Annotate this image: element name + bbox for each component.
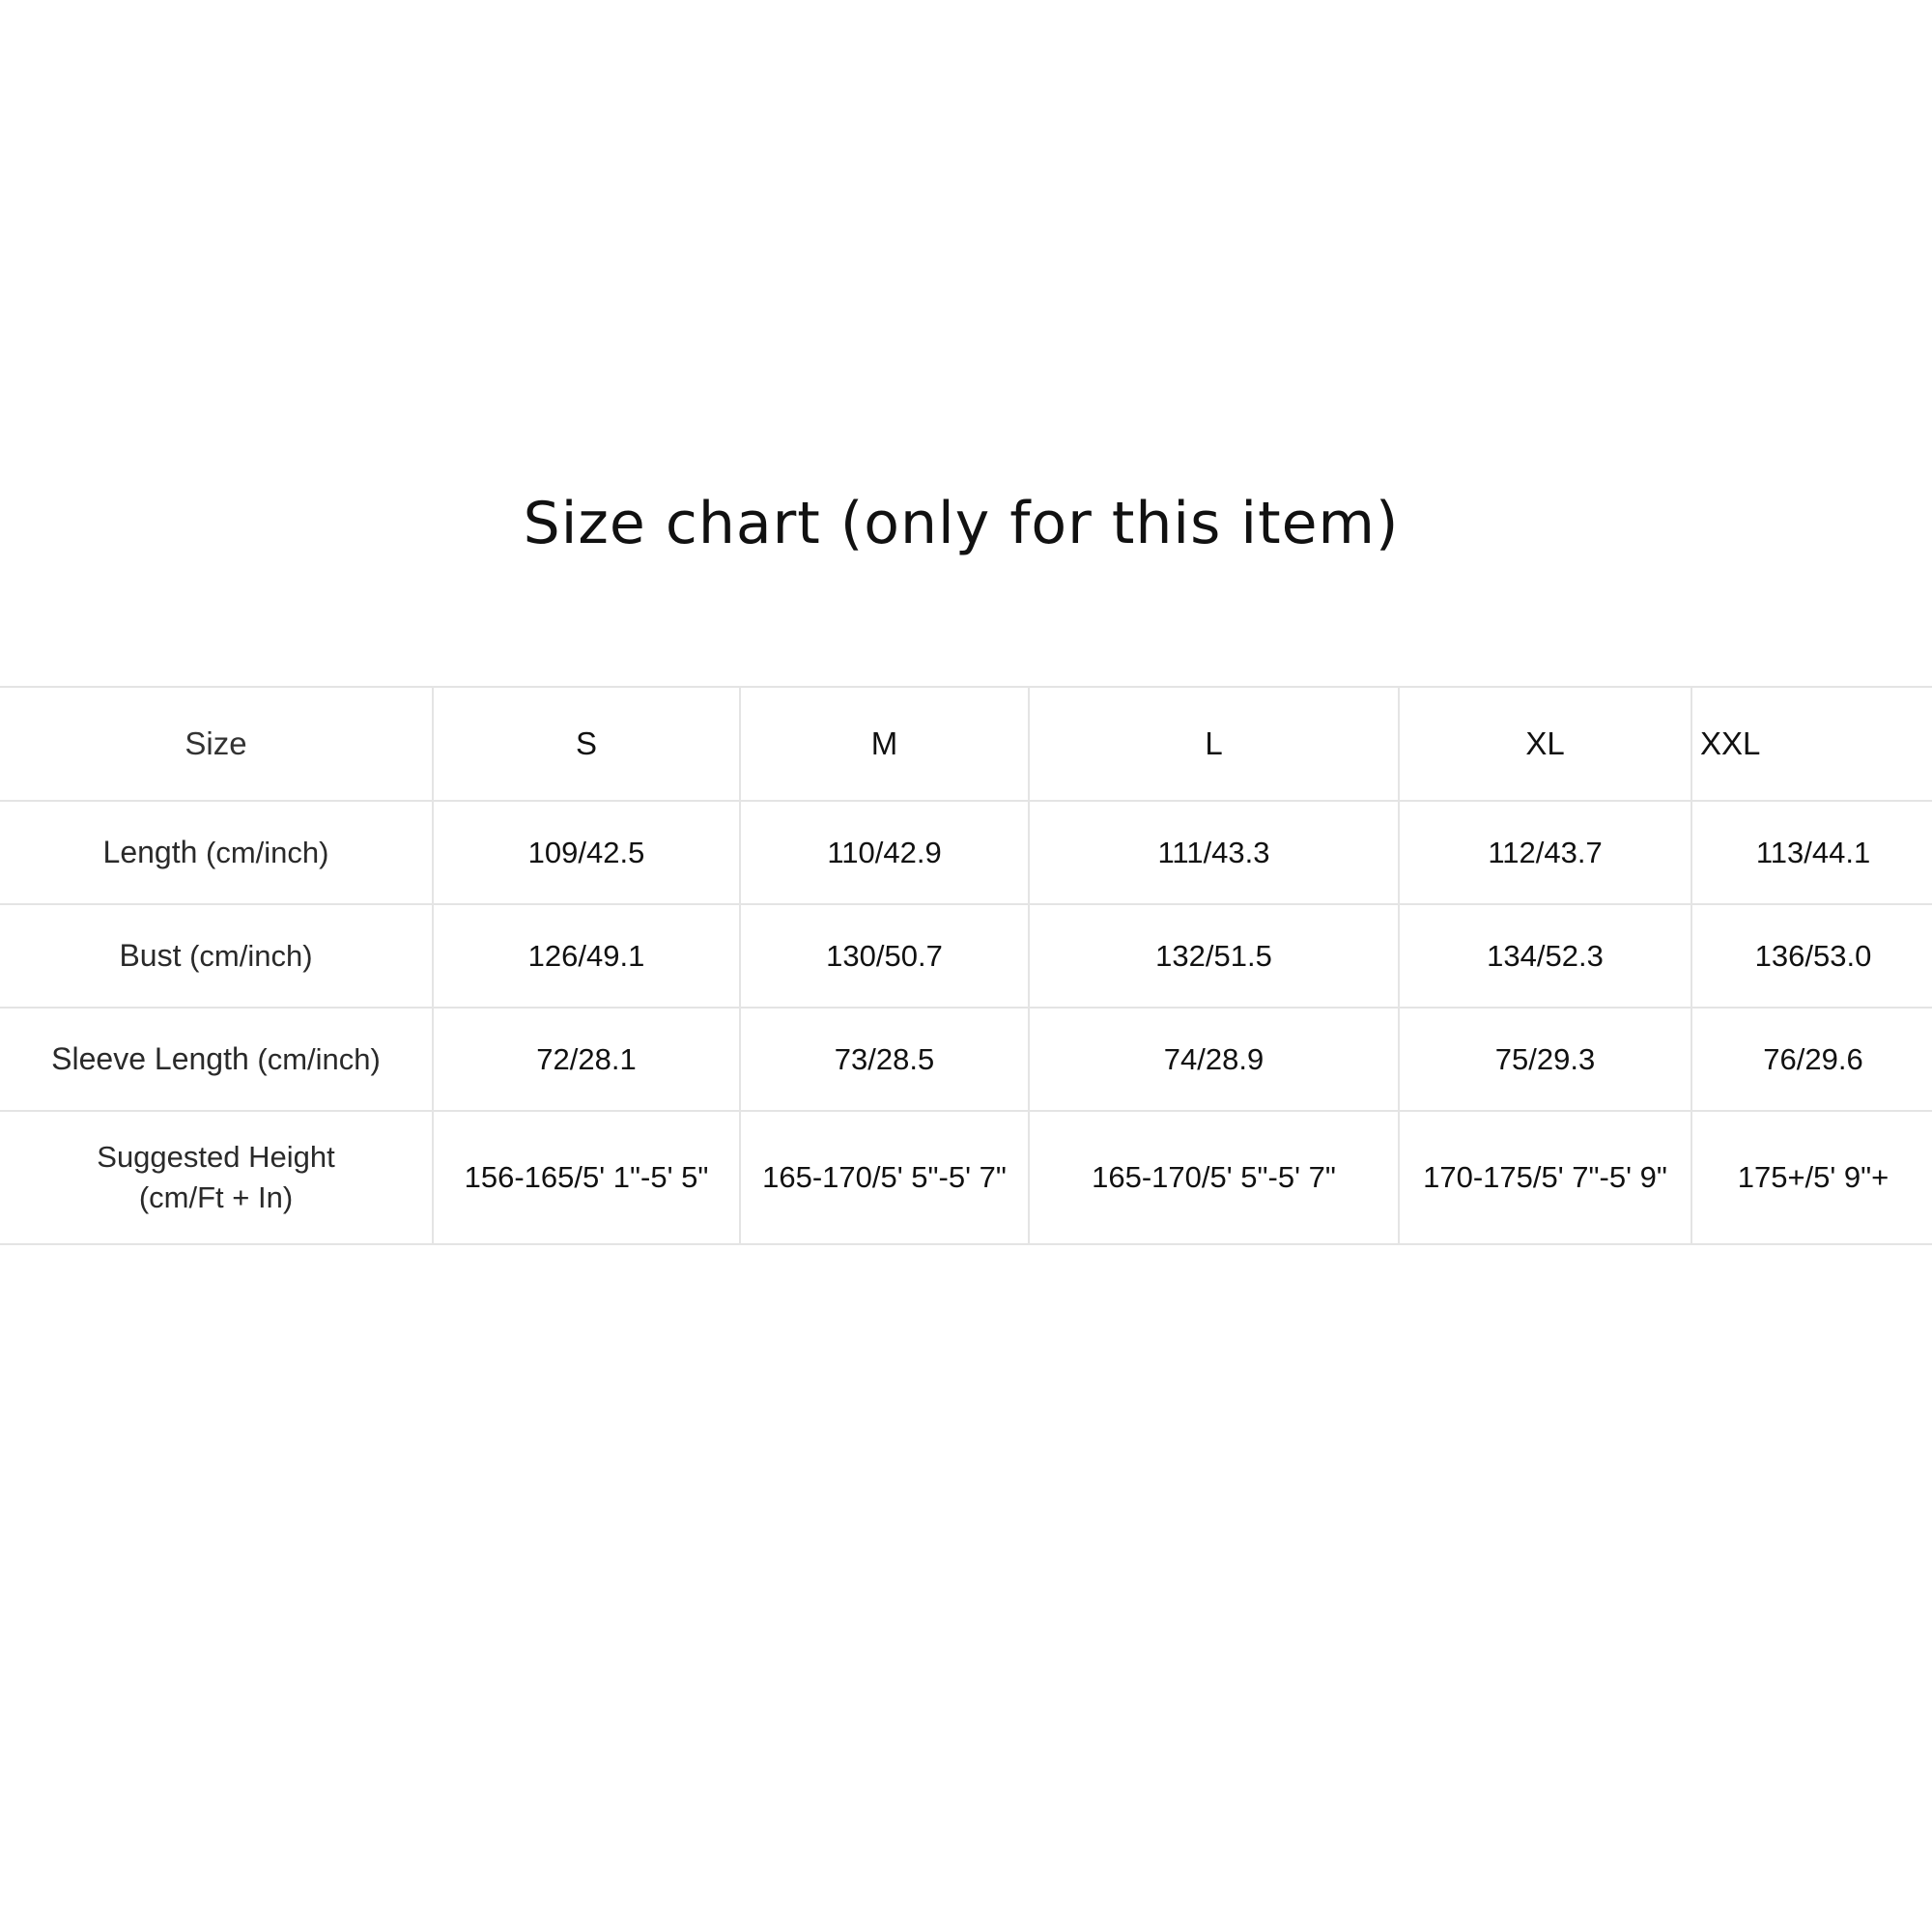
header-size-s: S [433, 687, 740, 801]
table-cell: 110/42.9 [740, 801, 1029, 904]
table-cell: 113/44.1 [1691, 801, 1932, 904]
row-label-main: Length [102, 835, 198, 869]
table-row-bust [0, 904, 1932, 1008]
table-cell: 111/43.3 [1029, 801, 1399, 904]
row-label-line-2: (cm/Ft + In) [138, 1180, 294, 1214]
table-cell: 72/28.1 [433, 1008, 740, 1111]
table-cell: 109/42.5 [433, 801, 740, 904]
table-cell: 165-170/5' 5"-5' 7" [1029, 1111, 1399, 1244]
row-label-length [0, 801, 433, 904]
header-size-xl: XL [1399, 687, 1691, 801]
table-cell: 156-165/5' 1"-5' 5" [433, 1111, 740, 1244]
page-title: Size chart (only for this item) [523, 490, 1400, 557]
row-label-unit: (cm/inch) [257, 1042, 381, 1076]
table-cell: 76/29.6 [1691, 1008, 1932, 1111]
row-label-main: Bust [119, 938, 182, 973]
table-cell: 74/28.9 [1029, 1008, 1399, 1111]
header-size-xxl: XXL [1691, 687, 1932, 801]
row-label-bust [0, 904, 433, 1008]
table-cell: 170-175/5' 7"-5' 9" [1399, 1111, 1691, 1244]
header-size-label: Size [0, 687, 433, 801]
table-row-suggested-height [0, 1111, 1932, 1244]
row-label-suggested-height [0, 1111, 433, 1244]
table-cell: 175+/5' 9"+ [1691, 1111, 1932, 1244]
row-label-line-1: Suggested Height [97, 1140, 335, 1174]
table-cell: 136/53.0 [1691, 904, 1932, 1008]
size-chart-table [0, 686, 1932, 1245]
table-cell: 73/28.5 [740, 1008, 1029, 1111]
header-size-m: M [740, 687, 1029, 801]
table-cell: 134/52.3 [1399, 904, 1691, 1008]
row-label-main: Sleeve Length [51, 1041, 249, 1076]
row-label-unit: (cm/inch) [189, 939, 313, 973]
table-cell: 126/49.1 [433, 904, 740, 1008]
table-cell: 75/29.3 [1399, 1008, 1691, 1111]
table-cell: 112/43.7 [1399, 801, 1691, 904]
row-label-unit: (cm/inch) [206, 836, 329, 869]
table-cell: 165-170/5' 5"-5' 7" [740, 1111, 1029, 1244]
row-label-sleeve-length [0, 1008, 433, 1111]
table-cell: 130/50.7 [740, 904, 1029, 1008]
table-row-sleeve-length [0, 1008, 1932, 1111]
table-header-row [0, 687, 1932, 801]
table-cell: 132/51.5 [1029, 904, 1399, 1008]
header-size-l: L [1029, 687, 1399, 801]
table-row-length [0, 801, 1932, 904]
